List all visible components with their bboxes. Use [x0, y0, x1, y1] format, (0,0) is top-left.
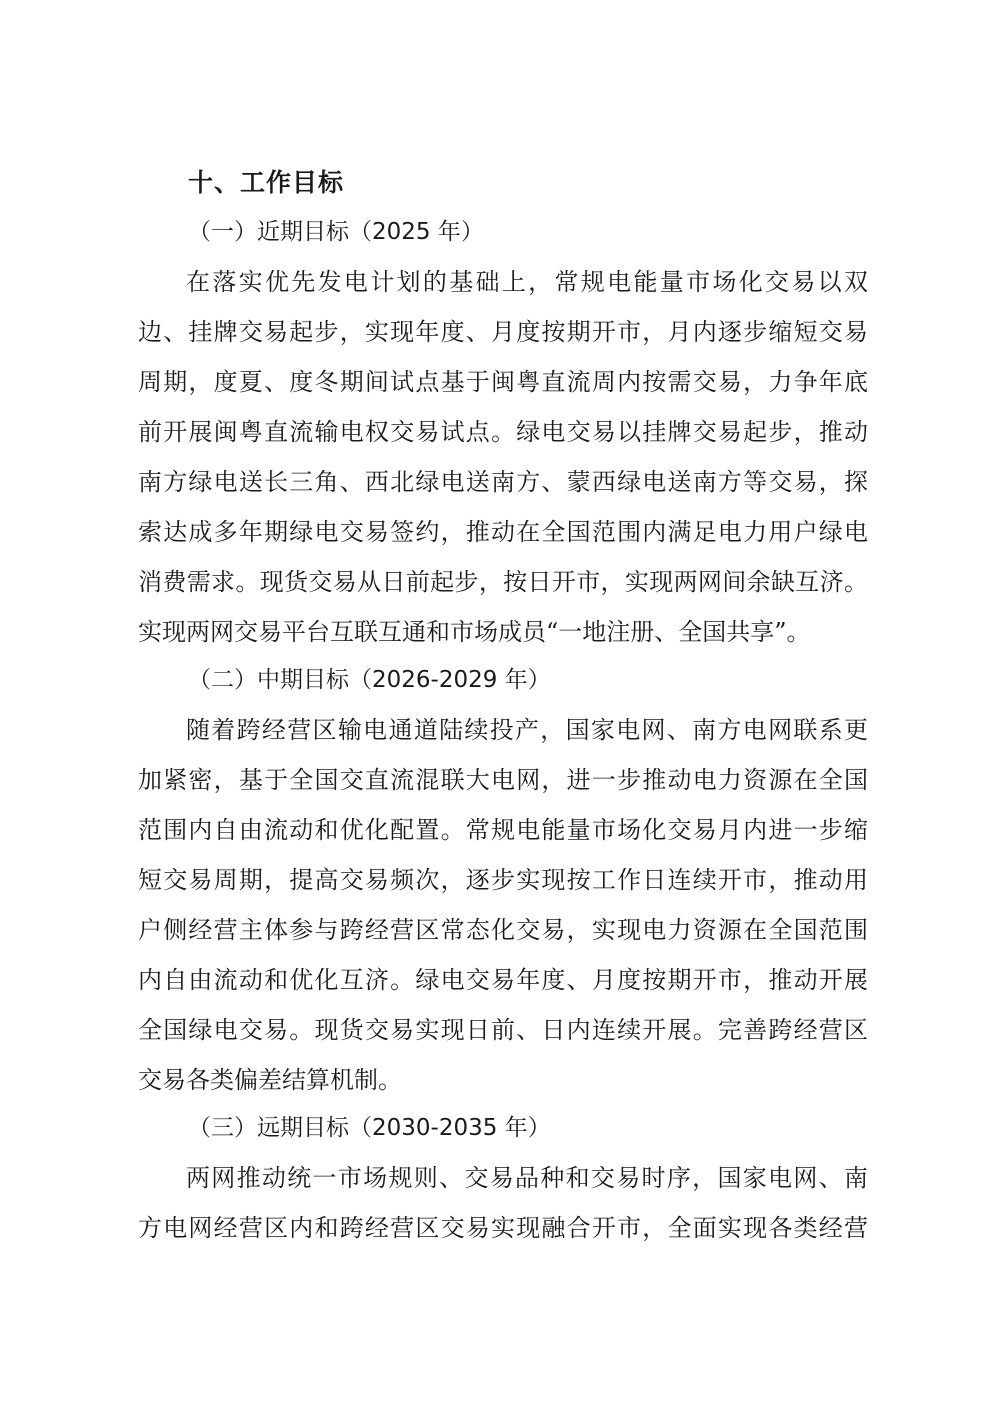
- paragraph-line: 实现两网交易平台互联互通和市场成员“一地注册、全国共享”。: [138, 618, 811, 646]
- paragraph-line: 随着跨经营区输电通道陆续投产，国家电网、南方电网联系更: [186, 716, 868, 744]
- paragraph-line: 前开展闽粤直流输电权交易试点。绿电交易以挂牌交易起步，推动: [138, 418, 868, 446]
- paragraph-line: 短交易周期，提高交易频次，逐步实现按工作日连续开市，推动用: [138, 866, 868, 894]
- paragraph-line: 在落实优先发电计划的基础上，常规电能量市场化交易以双: [186, 268, 868, 296]
- paragraph-line: 南方绿电送长三角、西北绿电送南方、蒙西绿电送南方等交易，探: [138, 468, 868, 496]
- paragraph-line: 索达成多年期绿电交易签约，推动在全国范围内满足电力用户绿电: [138, 518, 868, 546]
- paragraph-line: 方电网经营区内和跨经营区交易实现融合开市，全面实现各类经营: [138, 1214, 868, 1242]
- paragraph-line: 加紧密，基于全国交直流混联大电网，进一步推动电力资源在全国: [138, 766, 868, 794]
- subheading-mid-term: （二）中期目标（2026-2029 年）: [188, 667, 551, 693]
- subheading-long-term: （三）远期目标（2030-2035 年）: [188, 1115, 551, 1141]
- paragraph-line: 两网推动统一市场规则、交易品种和交易时序，国家电网、南: [186, 1164, 868, 1192]
- paragraph-line: 范围内自由流动和优化配置。常规电能量市场化交易月内进一步缩: [138, 816, 868, 844]
- paragraph-line: 内自由流动和优化互济。绿电交易年度、月度按期开市，推动开展: [138, 966, 868, 994]
- paragraph-line: 全国绿电交易。现货交易实现日前、日内连续开展。完善跨经营区: [138, 1016, 868, 1044]
- subheading-near-term: （一）近期目标（2025 年）: [188, 219, 484, 245]
- paragraph-line: 边、挂牌交易起步，实现年度、月度按期开市，月内逐步缩短交易: [138, 318, 868, 346]
- paragraph-line: 消费需求。现货交易从日前起步，按日开市，实现两网间余缺互济。: [138, 568, 868, 596]
- paragraph-line: 交易各类偏差结算机制。: [138, 1066, 402, 1094]
- paragraph-line: 周期，度夏、度冬期间试点基于闽粤直流周内按需交易，力争年底: [138, 368, 868, 396]
- paragraph-line: 户侧经营主体参与跨经营区常态化交易，实现电力资源在全国范围: [138, 916, 868, 944]
- section-heading: 十、工作目标: [188, 168, 345, 197]
